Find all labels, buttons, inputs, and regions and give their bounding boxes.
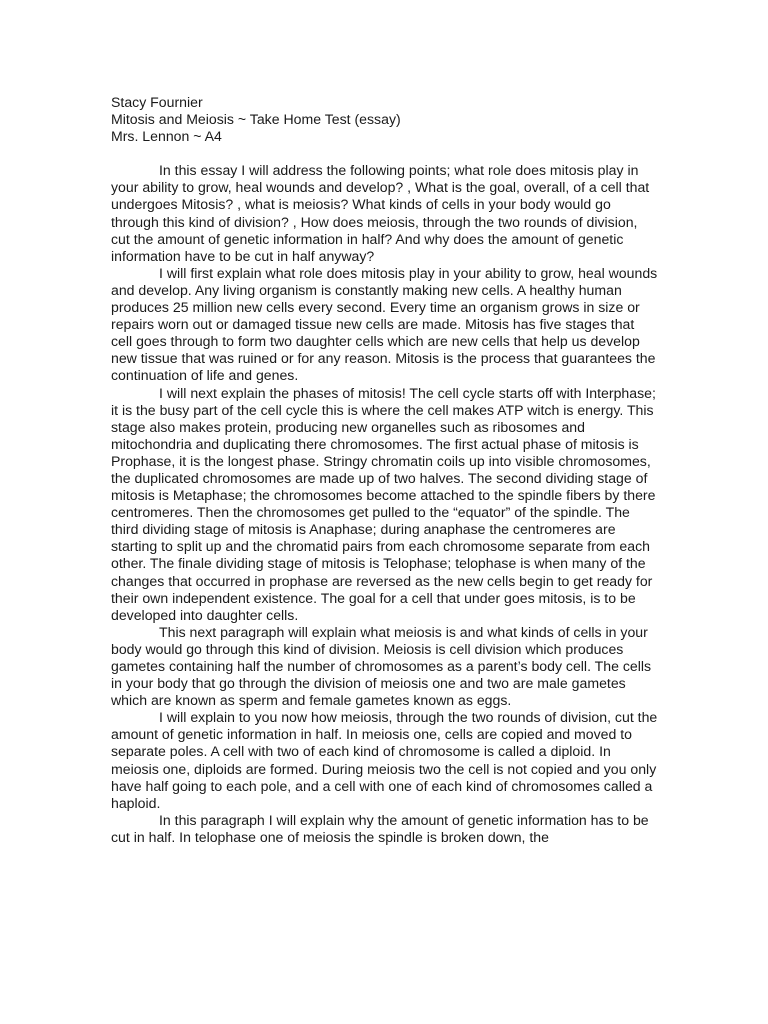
paragraph-intro: In this essay I will address the following points; what role does mitosis play in your ability to grow, heal wounds and develop? , What is the goal, overall, of a cell that undergoes Mitosis? , what is meiosis? What kinds of cells in your body would go through this kind of division? , How does meiosis, through the two rounds of division, cut the amount of genetic information in half? And why does the amount of genetic information have to be cut in half anyway? — [111, 162, 650, 264]
paragraph-genetic-halving: In this paragraph I will explain why the amount of genetic information has to be cut in half. In telophase one of meiosis the spindle is broken down, the — [111, 811, 649, 845]
paragraph-meiosis: This next paragraph will explain what meiosis is and what kinds of cells in your body would go through this kind of division. Meiosis is cell division which produces gametes containing half the number of chromosomes as a parent’s body cell. The cells in your body that go through the division of meiosis one and two are male gametes which are known as sperm and female gametes known as eggs. — [111, 623, 652, 709]
essay-header — [111, 94, 659, 145]
author-name: Stacy Fournier — [111, 94, 203, 110]
paragraph-meiosis-division: I will explain to you now how meiosis, through the two rounds of division, cut the amount of genetic information in half. In meiosis one, cells are copied and moved to separate poles. A cell with two of each kind of chromosome is called a diploid. In meiosis one, diploids are formed. During meiosis two the cell is not copied and you only have half going to each pole, and a cell with one of each kind of chromosomes called a haploid. — [111, 709, 658, 811]
paragraph-mitosis-role: I will first explain what role does mitosis play in your ability to grow, heal wounds and develop. Any living organism is constantly making new cells. A healthy human produces 25 million new cells every second. Every time an organism grows in size or repairs worn out or damaged tissue new cells are made. Mitosis has five stages that cell goes through to form two daughter cells which are new cells that help us develop new tissue that was ruined or for any reason. Mitosis is the process that guarantees the continuation of life and genes. — [111, 264, 658, 384]
teacher-class: Mrs. Lennon ~ A4 — [111, 128, 222, 145]
essay-title: Mitosis and Meiosis ~ Take Home Test (essay) — [111, 111, 401, 128]
paragraph-mitosis-phases: I will next explain the phases of mitosis! The cell cycle starts off with Interphase; it is the busy part of the cell cycle this is where the cell makes ATP witch is energy. This stage also makes protein, producing new organelles such as ribosomes and mitochondria and duplicating there chromosomes. The first actual phase of mitosis is Prophase, it is the longest phase. Stringy chromatin coils up into visible chromosomes, the duplicated chromosomes are made up of two halves. The second dividing stage of mitosis is Metaphase; the chromosomes become attached to the spindle fibers by there centromeres. Then the chromosomes get pulled to the “equator” of the spindle. The third dividing stage of mitosis is Anaphase; during anaphase the centromeres are starting to split up and the chromatid pairs from each chromosome separate from each other. The finale dividing stage of mitosis is Telophase; telophase is when many of the changes that occurred in prophase are reversed as the new cells begin to get ready for their own independent existence. The goal for a cell that under goes mitosis, is to be developed into daughter cells. — [111, 384, 656, 623]
essay-body — [111, 94, 659, 846]
